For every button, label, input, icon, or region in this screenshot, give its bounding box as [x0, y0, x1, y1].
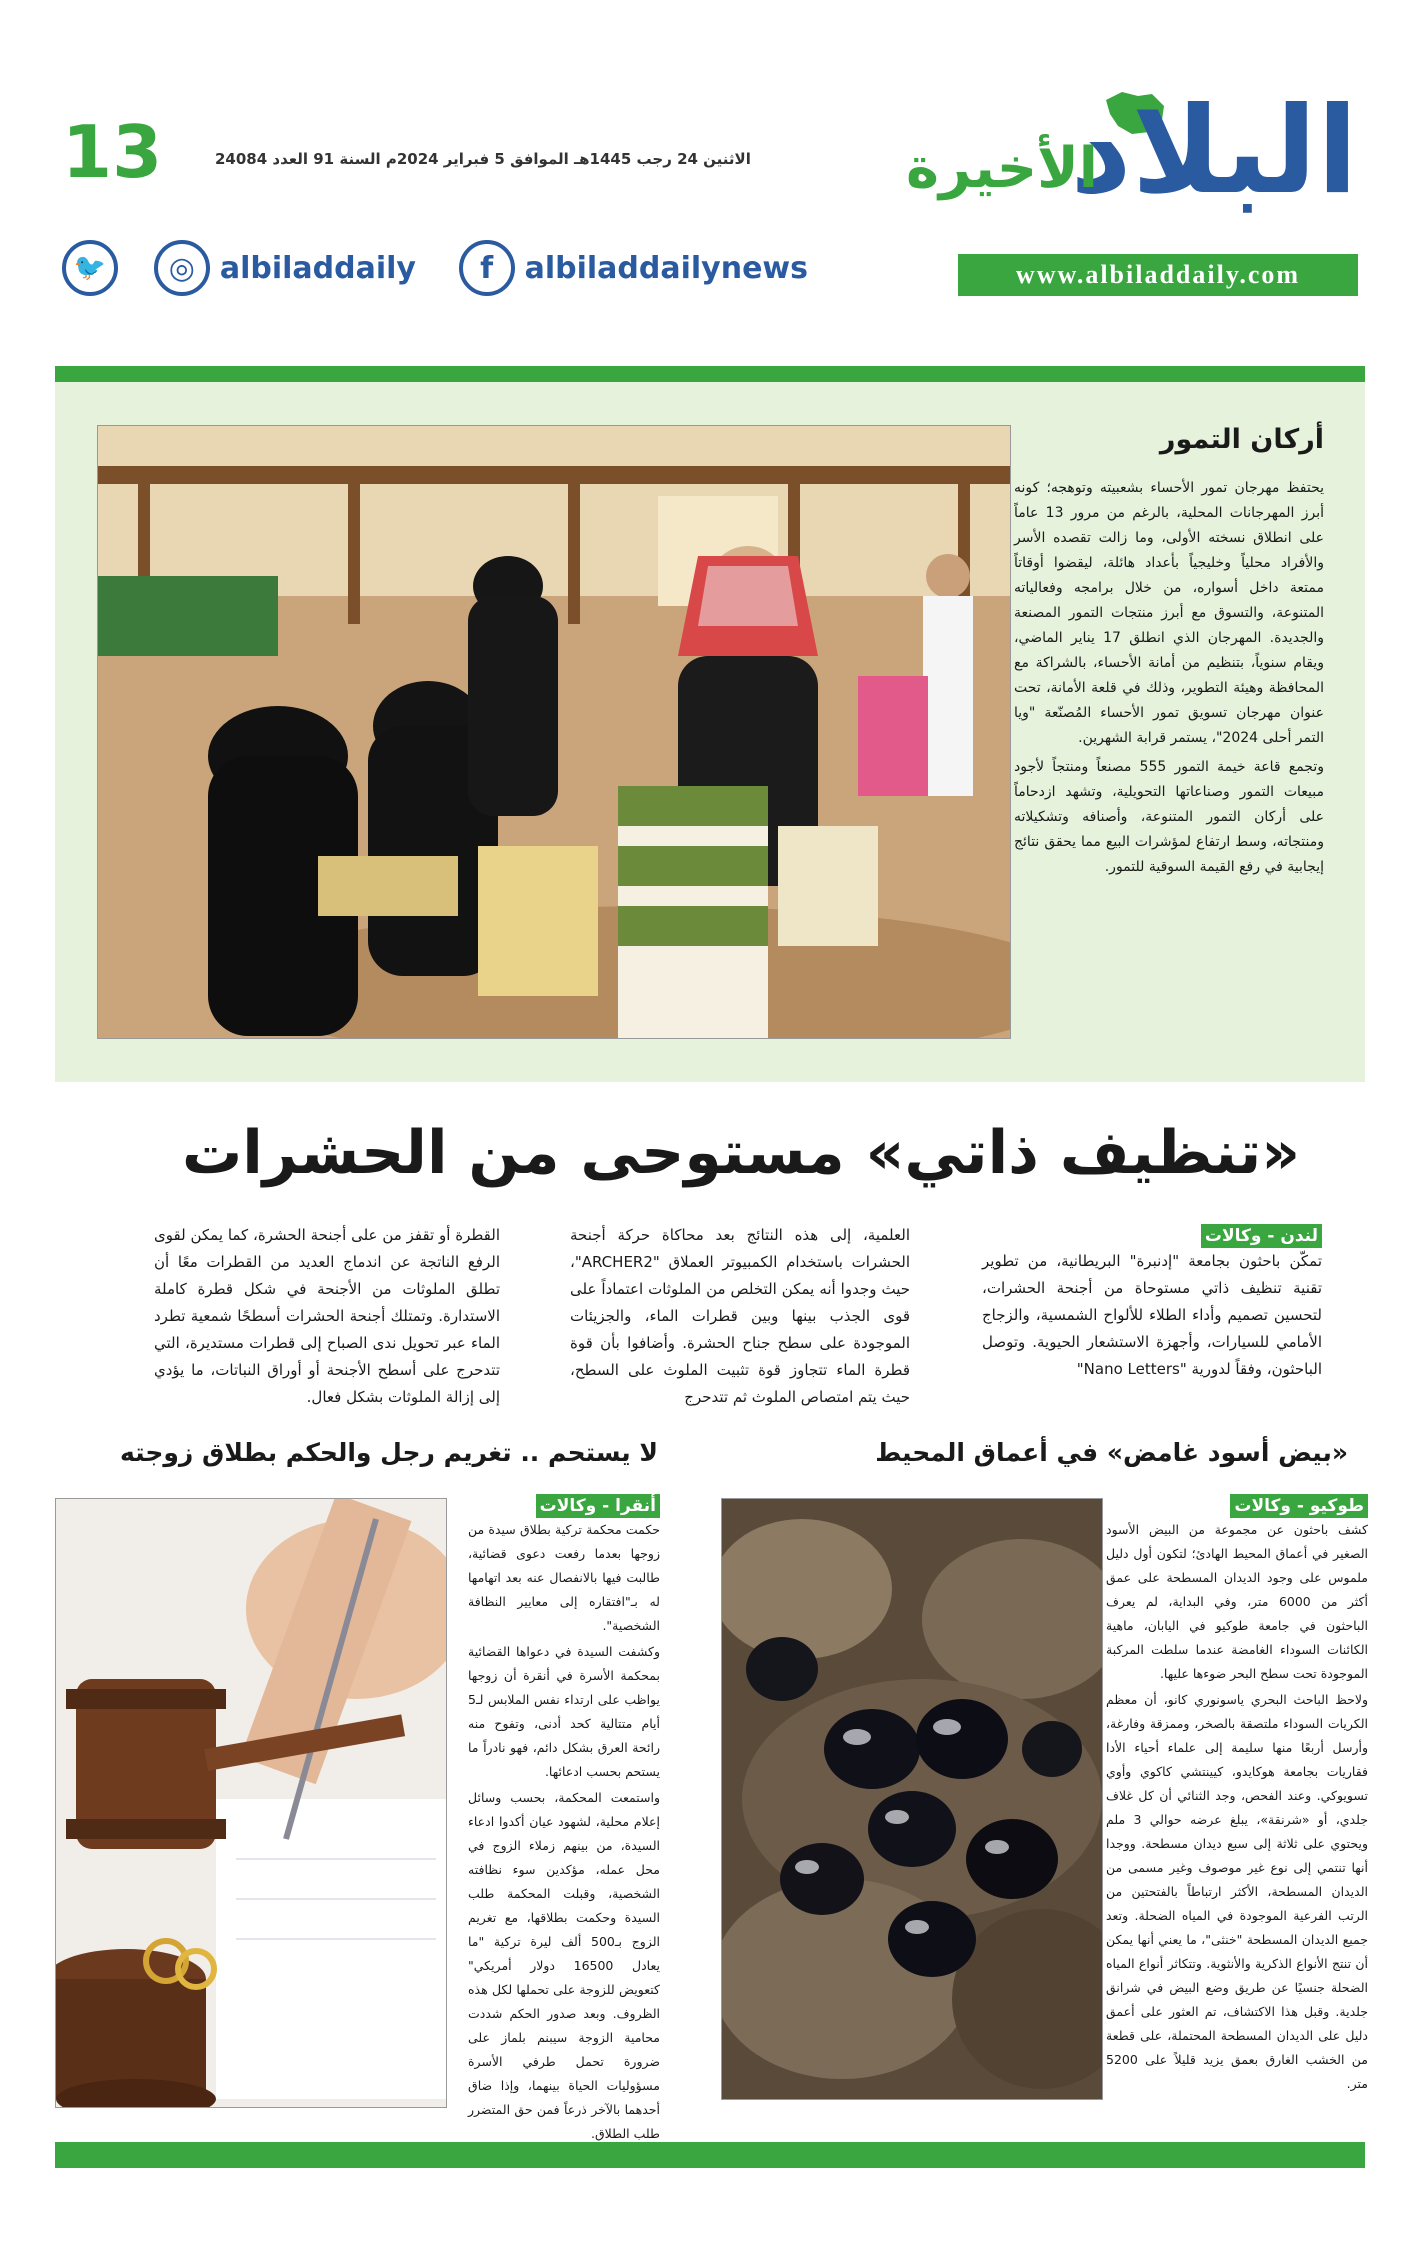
feature-paragraph: يحتفظ مهرجان تمور الأحساء بشعبيته وتوهجه؛ كونه أبرز المهرجانات المحلية، بالرغم من مرور 13 عاماً على انطلاق نسخته الأولى، وما زالت تقصده الأسر والأفراد محلياً وخليجياً بأعداد هائلة، ليقضوا أوقاتاً ممتعة داخل أسواره، من خلال برامجه وفعالياته المتنوعة، والتسوق مع أبرز منتجات التمور المصنعة والجديدة. المهرجان الذي انطلق 17 يناير الماضي، ويقام سنوياً، بتنظيم من أمانة الأحساء، بالشراكة مع المحافظة وهيئة التطوير، وذلك في قلعة الأمانة، تحت عنوان مهرجان تسويق تمور الأحساء المُصنّعة "ويا التمر أحلى 2024"، يستمر قرابة الشهرين. [1014, 480, 1324, 746]
black-eggs-illustration [722, 1499, 1102, 2099]
dates-festival-illustration [98, 426, 1010, 1038]
facebook-link[interactable] [459, 240, 808, 296]
bottom-divider [55, 2142, 1365, 2168]
eggs-paragraph: كشف باحثون عن مجموعة من البيض الأسود الصغير في أعماق المحيط الهادئ؛ لتكون أول دليل ملموس على وجود الديدان المسطحة على عمق أكثر من 6000 متر، وفي البداية، لم يعرف الباحثون في جامعة طوكيو في اليابان، ماهية الكائنات السوداء الغامضة عندما سلطت المركبة الموجودة تحت سطح البحر ضوءها عليها. [1106, 1522, 1368, 1681]
divorce-headline: لا يستحم .. تغريم رجل والحكم بطلاق زوجته [119, 1438, 658, 1467]
divorce-tag: أنقرا - وكالات [536, 1494, 660, 1518]
divorce-paragraph: واستمعت المحكمة، بحسب وسائل إعلام محلية، لشهود عيان أكدوا ادعاء السيدة، من بينهم زملاء الزوج في محل عمله، مؤكدين سوء نظافته الشخصية، وقبلت المحكمة طلب السيدة وحكمت بطلاقها، مع تغريم الزوج بـ500 ألف ليرة تركية "ما يعادل 16500 دولار أمريكي" كتعويض للزوجة على تحملها لكل هذه الظروف. وبعد صدور الحكم شددت محامية الزوجة سيبنم بلماز على ضرورة تحمل طرفي الأسرة مسؤوليات الحياة بينهما، وإذا ضاق أحدهما بالآخر ذرعاً فمن حق المتضرر طلب الطلاق. [468, 1790, 660, 2141]
main-story-tag: لندن - وكالات [1201, 1224, 1322, 1248]
divorce-paragraph: حكمت محكمة تركية بطلاق سيدة من زوجها بعدما رفعت دعوى قضائية، طالبت فيها بالانفصال عنه بعد اتهامها له بـ"افتقاره إلى معايير النظافة الشخصية". [468, 1522, 660, 1633]
twitter-icon: 🐦 [62, 240, 118, 296]
instagram-link[interactable] [154, 240, 416, 296]
eggs-story [1106, 1494, 1368, 2098]
dates-festival-photo [97, 425, 1011, 1039]
feature-paragraph: وتجمع قاعة خيمة التمور 555 مصنعاً ومنتجاً لأجود مبيعات التمور وصناعاتها التحويلية، وتشهد ازدحاماً على أركان التمور المتنوعة، وأصنافه وتشكيلاته ومنتجاته، وسط ارتفاع لمؤشرات البيع مما يحقق نتائج إيجابية في رفع القيمة السوقية للتمور. [1014, 759, 1324, 875]
divorce-story [468, 1494, 660, 2148]
website-link[interactable]: www.albiladdaily.com [958, 254, 1358, 296]
facebook-icon: f [459, 240, 515, 296]
main-story-text-col2: العلمية، إلى هذه النتائج بعد محاكاة حركة أجنحة الحشرات باستخدام الكمبيوتر العملاق "ARCHER2"، حيث وجدوا أنه يمكن التخلص من الملوثات اعتماداً على قوى الجذب بينها وبين قطرات الماء، والجزيئات الموجودة على سطح جناح الحشرة. وأضافوا بأن قوة قطرة الماء تتجاوز قوة تثبيت الملوث على السطح، حيث يتم امتصاص الملوث ثم تتدحرج [570, 1226, 910, 1406]
divorce-body [468, 1518, 660, 2146]
main-story-text-col3: القطرة أو تقفز من على أجنحة الحشرة، كما يمكن لقوى الرفع الناتجة عن اندماج العديد من القطرات معًا أن تطلق الملوثات من الأجنحة في شكل قطرة كاملة الاستدارة. وتمتلك أجنحة الحشرات أسطحًا شمعية تطرد الماء عبر تحويل ندى الصباح إلى قطرات مستديرة، التي تتدحرج على أسطح الأجنحة أو أوراق النباتات، ما يؤدي إلى إزالة الملوثات بشكل فعال. [154, 1226, 500, 1406]
newspaper-logo [888, 82, 1358, 222]
feature-body [1014, 476, 1324, 884]
eggs-body [1106, 1518, 1368, 2096]
feature-title: أركان التمور [1159, 424, 1324, 455]
top-divider [55, 366, 1365, 382]
main-headline: «تنظيف ذاتي» مستوحى من الحشرات [181, 1118, 1300, 1188]
eggs-paragraph: ولاحظ الباحث البحري ياسونوري كانو، أن معظم الكريات السوداء ملتصقة بالصخر، وممزقة وفارغة، وأرسل أربعًا منها سليمة إلى علماء أحياء الأدا فقاريات بجامعة هوكايدو، كيينتشي كاكوي وأوي تسويوكي. وعند الفحص، وجد الثنائي أن كل غلاف جلدي، أو «شرنقة»، يبلغ عرضه حوالي 3 ملم ويحتوي على ثلاثة إلى سبع ديدان مسطحة. ووجدا أنها تنتمي إلى نوع غير موصوف وغير مسمى من الديدان المسطحة، الأكثر ارتباطاً بالفتحتين من الرتب الفرعية الموجودة في المياه الضحلة. وتعد جميع الديدان المسطحة "خنثى"، ما يعني أنها يمكن أن تنتج الأنواع الذكرية والأنثوية. وتتكاثر أنواع المياه الضحلة جنسيًا عن طريق وضع البيض في شرانق جلدية. وقبل هذا الاكتشاف، تم العثور على أعمق دليل على الديدان المسطحة المحتملة، على قطعة من الخشب الغارق بعمق يزيد قليلاً على 5200 متر. [1106, 1692, 1368, 2091]
logo-sub-text: الأخيرة [905, 136, 1098, 201]
eggs-tag: طوكيو - وكالات [1230, 1494, 1368, 1518]
black-eggs-photo [721, 1498, 1103, 2100]
logo-main-text: البلاد [1070, 82, 1358, 221]
main-story-text-col1: تمكّن باحثون بجامعة "إدنبرة" البريطانية، من تطوير تقنية تنظيف ذاتي مستوحاة من أجنحة الحشرات، لتحسين تصميم وأداء الطلاء للألواح الشمسية، والزجاج الأمامي للسيارات، وأجهزة الاستشعار الحيوية. وتوصل الباحثون، وفقاً لدورية "Nano Letters" [982, 1252, 1322, 1378]
gavel-photo [55, 1498, 447, 2108]
eggs-headline: «بيض أسود غامض» في أعماق المحيط [875, 1438, 1348, 1467]
facebook-handle: albiladdailynews [524, 250, 808, 286]
divorce-paragraph: وكشفت السيدة في دعواها القضائية بمحكمة الأسرة في أنقرة أن زوجها يواظب على ارتداء نفس الملابس لـ5 أيام متتالية كحد أدنى، وتفوح منه رائحة العرق بشكل دائم، فهو نادراً ما يستحم بحسب ادعائها. [468, 1644, 660, 1779]
twitter-link[interactable] [62, 240, 118, 296]
dateline: الاثنين 24 رجب 1445هـ الموافق 5 فبراير 2024م السنة 91 العدد 24084 [215, 150, 751, 168]
main-story-col1 [982, 1224, 1322, 1383]
instagram-handle: albiladdaily [219, 250, 416, 286]
instagram-icon: ◎ [154, 240, 210, 296]
page-number: 13 [62, 110, 163, 194]
gavel-illustration [56, 1499, 446, 2107]
